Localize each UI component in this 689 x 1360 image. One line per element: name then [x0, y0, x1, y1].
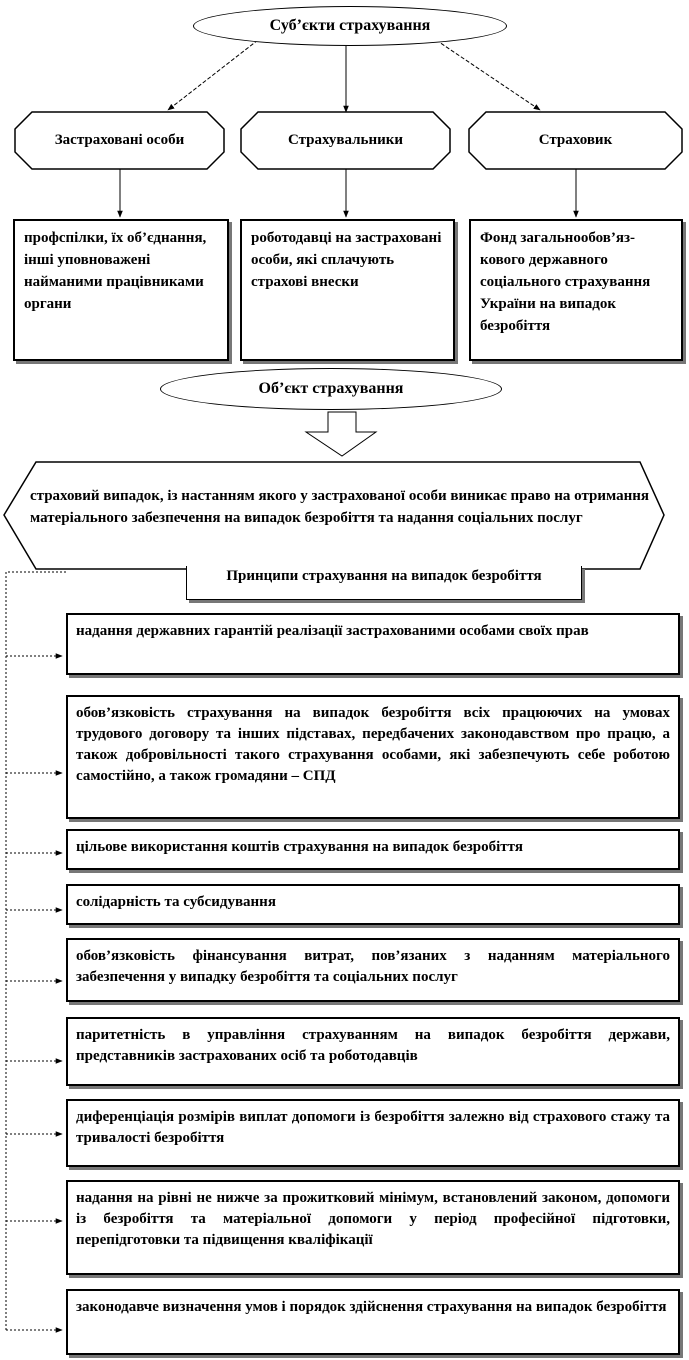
principles-title: Принципи страхування на випадок безробіття	[186, 566, 582, 600]
principle-item: цільове використання коштів страхування на випадок безробіття	[66, 829, 680, 870]
subject-policyholders-box	[240, 219, 455, 361]
object-title-ellipse	[160, 368, 502, 410]
principle-item: паритетність в управління страхуванням на випадок безробіття держави, представників застрахованих осіб та роботодавців	[66, 1017, 680, 1086]
subject-policyholders-description: роботодавці на застраховані особи, які сплачують страхові внески	[251, 230, 442, 290]
arrow-to-insured	[168, 40, 258, 110]
arrow-to-insurer	[436, 40, 540, 110]
subject-insurer-box	[469, 219, 683, 361]
principle-item: солідарність та субсидування	[66, 884, 680, 925]
object-title: Об’єкт страхування	[258, 380, 404, 397]
subject-insured-description: профспілки, їх об’єднання, інші уповноважені найманими працівниками органи	[24, 230, 207, 312]
subjects-title-ellipse	[193, 6, 507, 46]
subject-policyholders-label: Страхувальники	[287, 132, 404, 148]
subject-insurer-label: Страховик	[538, 132, 613, 148]
principle-item: надання на рівні не нижче за прожитковий мінімум, встановлений законом, допомоги із безробіття та матеріальної допомоги у період професійної підготовки, перепідготовки та підвищення кваліфікації	[66, 1180, 680, 1275]
block-arrow-down	[306, 412, 376, 456]
subject-insurer-description: Фонд загальнообов’яз-кового державного соціального страхування України на випадок безробіття	[480, 230, 651, 334]
principle-item: диференціація розмірів виплат допомоги із безробіття залежно від страхового стажу та тривалості безробіття	[66, 1099, 680, 1167]
subject-insured-box	[13, 219, 229, 361]
principle-item: обов’язковість страхування на випадок безробіття всіх працюючих на умовах трудового договору та інших підставах, передбачених законодавством про працю, а також добровільності такого страхування особами, які забезпечують себе роботою самостійно, а також громадяни – СПД	[66, 695, 680, 819]
principle-item: обов’язковість фінансування витрат, пов’язаних з наданням матеріального забезпечення у випадку безробіття та соціальних послуг	[66, 938, 680, 1002]
principle-item: законодавче визначення умов і порядок здійснення страхування на випадок безробіття	[66, 1289, 680, 1355]
subject-insured-label: Застраховані особи	[54, 132, 185, 148]
insured-case-text: страховий випадок, із настанням якого у застрахованої особи виникає право на отримання матеріального забезпечення на випадок безробіття та надання соціальних послуг	[30, 488, 650, 526]
principle-item: надання державних гарантій реалізації застрахованими особами своїх прав	[66, 613, 680, 675]
subjects-title: Суб’єкти страхування	[269, 17, 431, 34]
